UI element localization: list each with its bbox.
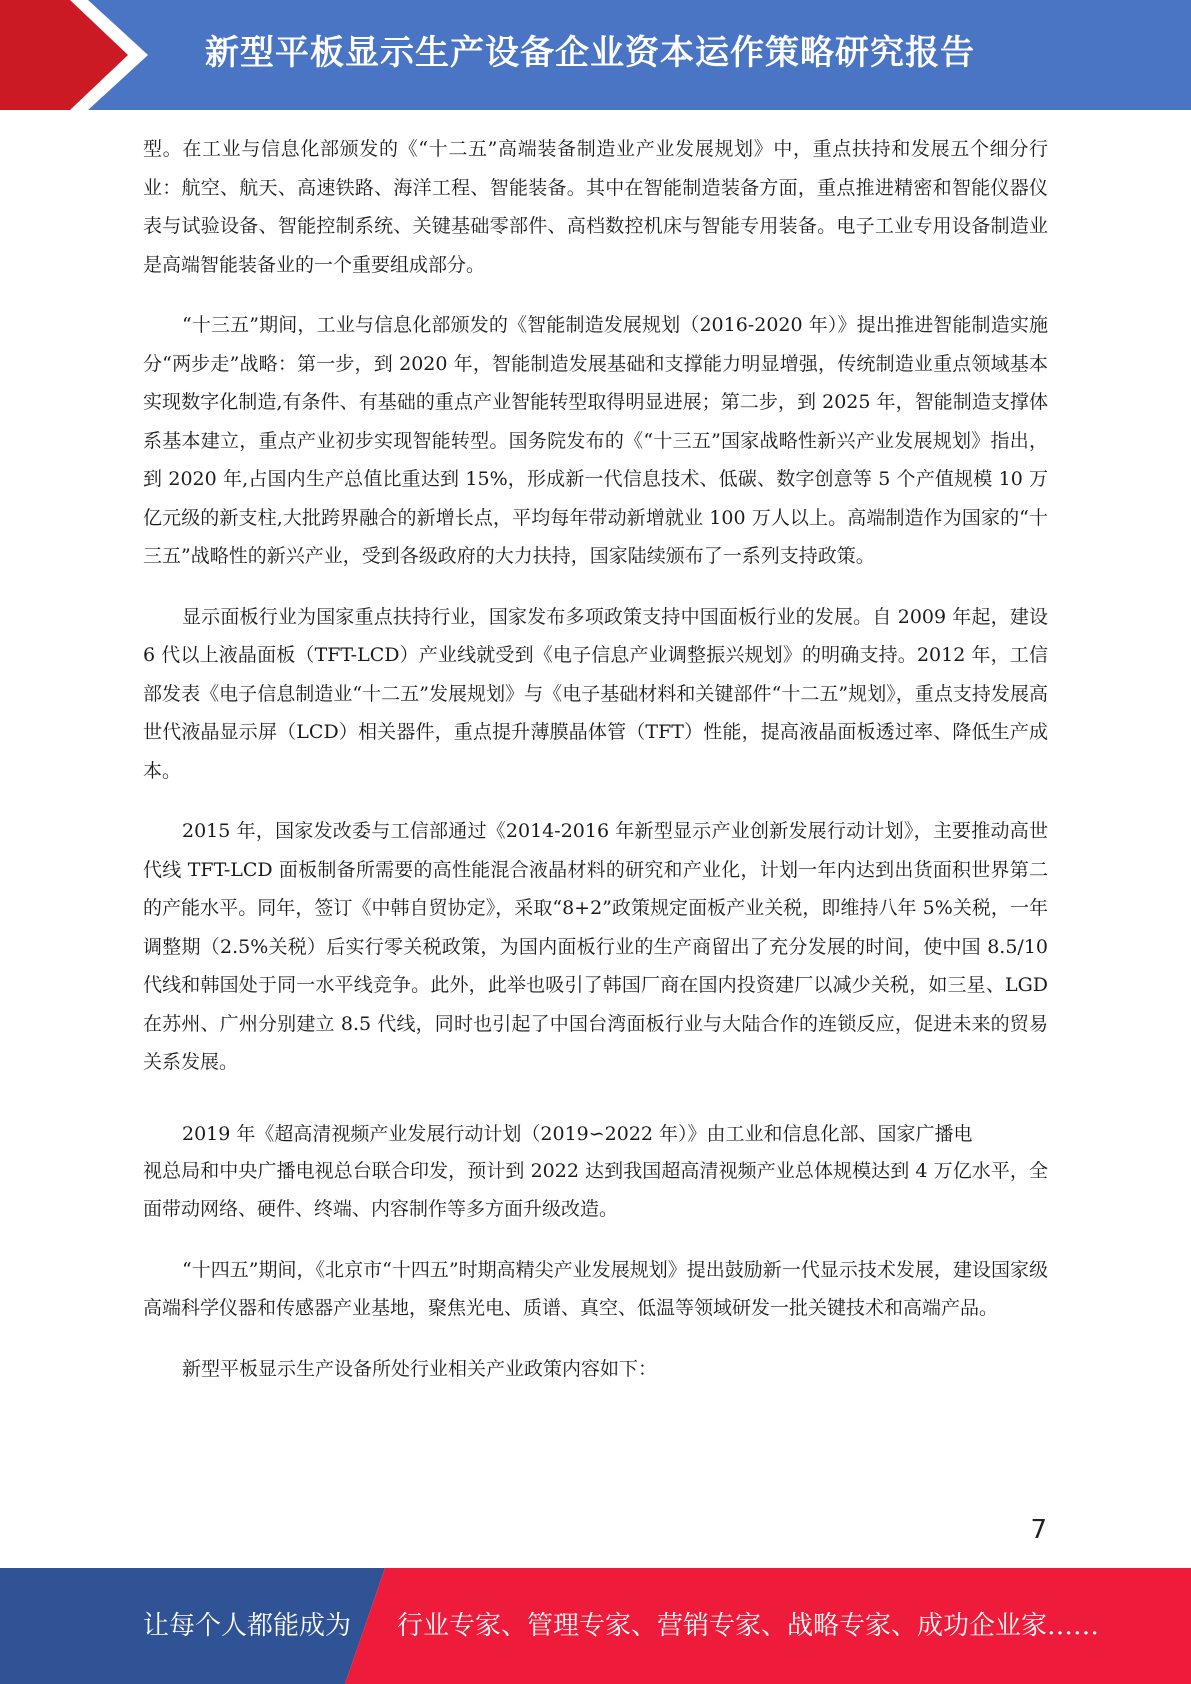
header-arrow-decoration — [0, 0, 160, 110]
paragraph-5-rest: 视总局和中央广播电视总台联合印发，预计到 2022 达到我国超高清视频产业总体规模达到 4 万亿水平，全面带动网络、硬件、终端、内容制作等多方面升级改造。 — [143, 1159, 1048, 1220]
paragraph-7: 新型平板显示生产设备所处行业相关产业政策内容如下： — [182, 1357, 658, 1380]
report-title: 新型平板显示生产设备企业资本运作策略研究报告 — [205, 33, 975, 73]
footer-slogan-right: 行业专家、管理专家、营销专家、战略专家、成功企业家…… — [397, 1611, 1100, 1641]
paragraph-1: 型。在工业与信息化部颁发的《“十二五”高端装备制造业产业发展规划》中，重点扶持和发展五个细分行业：航空、航天、高速铁路、海洋工程、智能装备。其中在智能制造装备方面，重点推进精密和智能仪器仪表与试验设备、智能控制系统、关键基础零部件、高档数控机床与智能专用装备。电子工业专用设备制造业是高端智能装备业的一个重要组成部分。 — [143, 138, 1048, 276]
paragraph-5-line-1: 2019 年《超高清视频产业发展行动计划（2019∽2022 年）》由工业和信息化部、国家广播电 — [182, 1122, 973, 1145]
paragraph-3: 显示面板行业为国家重点扶持行业，国家发布多项政策支持中国面板行业的发展。自 2009 年起，建设 6 代以上液晶面板（TFT-LCD）产业线就受到《电子信息产业调整振兴规划》的明确支持。2012 年，工信部发表《电子信息制造业“十二五”发展规划》与《电子基础材料和关键部件“十二五”规划》，重点支持发展高世代液晶显示屏（LCD）相关器件，重点提升薄膜晶体管（TFT）性能，提高液晶面板透过率、降低生产成本。 — [143, 605, 1048, 782]
document-body — [143, 130, 1048, 1410]
paragraph-4: 2015 年，国家发改委与工信部通过《2014-2016 年新型显示产业创新发展行动计划》，主要推动高世代线 TFT-LCD 面板制备所需要的高性能混合液晶材料的研究和产业化，计划一年内达到出货面积世界第二的产能水平。同年，签订《中韩自贸协定》，采取“8+2”政策规定面板产业关税，即维持八年 5%关税，一年调整期（2.5%关税）后实行零关税政策，为国内面板行业的生产商留出了充分发展的时间，使中国 8.5/10 代线和韩国处于同一水平线竞争。此外，此举也吸引了韩国厂商在国内投资建厂以减少关税，如三星、LGD 在苏州、广州分别建立 8.5 代线，同时也引起了中国台湾面板行业与大陆合作的连锁反应，促进未来的贸易关系发展。 — [143, 820, 1048, 1073]
paragraph-6: “十四五”期间，《北京市“十四五”时期高精尖产业发展规划》提出鼓励新一代显示技术发展，建设国家级高端科学仪器和传感器产业基地，聚焦光电、质谱、真空、低温等领域研发一批关键技术和高端产品。 — [143, 1258, 1048, 1319]
paragraph-2: “十三五”期间，工业与信息化部颁发的《智能制造发展规划（2016-2020 年）》提出推进智能制造实施分“两步走”战略：第一步，到 2020 年，智能制造发展基础和支撑能力明显增强，传统制造业重点领域基本实现数字化制造,有条件、有基础的重点产业智能转型取得明显进展；第二步，到 2025 年，智能制造支撑体系基本建立，重点产业初步实现智能转型。国务院发布的《“十三五”国家战略性新兴产业发展规划》指出，到 2020 年,占国内生产总值比重达到 15%，形成新一代信息技术、低碳、数字创意等 5 个产值规模 10 万亿元级的新支柱,大批跨界融合的新增长点，平均每年带动新增就业 100 万人以上。高端制造作为国家的“十三五”战略性的新兴产业，受到各级政府的大力扶持，国家陆续颁布了一系列支持政策。 — [143, 314, 1048, 567]
page-header — [0, 0, 1191, 110]
page-number: 7 — [1030, 1515, 1047, 1545]
footer-slogan-left: 让每个人都能成为 — [143, 1611, 352, 1641]
page-footer — [0, 1568, 1191, 1684]
